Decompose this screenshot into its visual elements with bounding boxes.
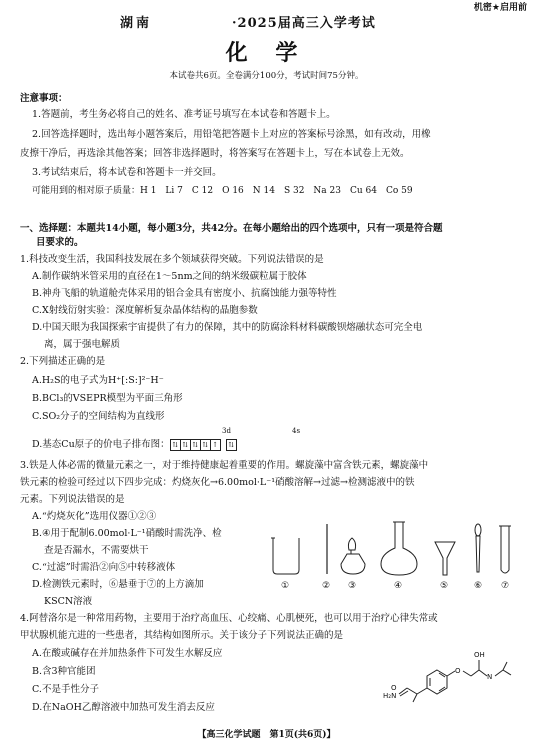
q1-option-d-cont: 离，属于强电解质	[44, 339, 121, 350]
atenolol-structure	[375, 640, 525, 715]
q4-stem: 4.阿替洛尔是一种常用药物，主要用于治疗高血压、心绞痛、心肌梗死，也可以用于治疗心律失常或	[20, 613, 438, 624]
q2-option-a: A.H₂S的电子式为H⁺[:S:]²⁻H⁻	[32, 375, 164, 386]
q2-option-b: B.BCl₃的VSEPR模型为平面三角形	[32, 393, 183, 404]
q3-option-b: B.④用于配制6.00mol·L⁻¹硝酸时需洗净、检	[32, 528, 222, 539]
orbital-label-4s: 4s	[292, 427, 301, 435]
instruction-3: 3.考试结束后，将本试卷和答题卡一并交回。	[32, 167, 222, 178]
q2-stem: 2.下列描述正确的是	[20, 356, 106, 367]
mol-carbonyl-o-label: O	[391, 684, 397, 692]
orbital-diagram-4s: ⇅	[226, 439, 236, 450]
page-footer: 【高三化学试题 第1页(共6页)】	[197, 730, 336, 740]
apparatus-label-4: ④	[394, 581, 403, 590]
apparatus-label-5: ⑤	[440, 581, 449, 590]
orbital-diagram-3d: ⇅ ⇅ ⇅ ⇅ ↑	[170, 439, 220, 450]
apparatus-label-2: ②	[322, 581, 331, 590]
apparatus-label-7: ⑦	[501, 581, 510, 590]
mol-o-label: O	[455, 667, 461, 675]
instruction-2: 2.回答选择题时，选出每小题答案后，用铅笔把答题卡上对应的答案标号涂黑，如有改动，用橡	[32, 129, 431, 140]
q3-option-d: D.检测铁元素时，⑥悬垂于⑦的上方滴加	[32, 579, 204, 590]
funnel-icon	[435, 542, 455, 575]
q2-option-d	[32, 438, 236, 451]
instructions-title: 注意事项：	[20, 93, 68, 104]
exam-title: ·2025届高三入学考试	[232, 16, 376, 31]
q3-stem-cont2: 元素。下列说法错误的是	[20, 494, 125, 505]
apparatus-label-1: ①	[281, 581, 290, 590]
q4-option-a: A.在酸或碱存在并加热条件下可发生水解反应	[32, 648, 223, 659]
orbital-label-3d: 3d	[222, 427, 231, 435]
q1-option-b: B.神舟飞船的轨道舱壳体采用的铝合金具有密度小、抗腐蚀能力强等特性	[32, 288, 337, 299]
q4-option-c: C.不是手性分子	[32, 684, 99, 695]
apparatus-label-6: ⑥	[474, 581, 483, 590]
q4-stem-cont: 甲状腺机能亢进的一些患者，其结构如图所示。关于该分子下列说法正确的是	[20, 630, 344, 641]
mol-oh-label: OH	[474, 651, 485, 659]
apparatus-label-3: ③	[348, 581, 357, 590]
q1-stem: 1.科技改变生活，我国科技发展在多个领域获得突破。下列说法错误的是	[20, 254, 324, 265]
q3-option-a: A.“灼烧灰化”选用仪器①②③	[32, 511, 157, 522]
q4-option-b: B.含3种官能团	[32, 666, 96, 677]
province: 湖南	[120, 16, 153, 31]
q3-stem: 3.铁是人体必需的微量元素之一，对于维持健康起着重要的作用。螺旋藻中富含铁元素，螺旋藻中	[20, 460, 429, 471]
instruction-1: 1.答题前，考生务必将自己的姓名、准考证号填写在本试卷和答题卡上。	[32, 109, 336, 120]
lab-apparatus-figure	[265, 520, 527, 590]
subject-title: 化 学	[225, 40, 308, 66]
q3-option-b-cont: 查是否漏水，不需要烘干	[44, 545, 149, 556]
exam-notice: 本试卷共6页。全卷满分100分，考试时间75分钟。	[169, 71, 364, 81]
mol-h2n-label: H₂N	[383, 692, 397, 700]
q2-option-c: C.SO₂分子的空间结构为直线形	[32, 411, 165, 422]
confidential-mark: 机密★启用前	[473, 3, 527, 13]
q1-option-d: D.中国天眼为我国探索宇宙提供了有力的保障，其中的防腐涂料材料碳酸钡熔融状态可完全电	[32, 322, 423, 333]
instruction-2-cont: 皮擦干净后，再选涂其他答案；回答非选择题时，将答案写在答题卡上，写在本试卷上无效。	[20, 148, 410, 159]
atomic-masses: 可能用到的相对原子质量：H 1 Li 7 C 12 O 16 N 14 S 32 Na 23 Cu 64 Co 59	[32, 186, 413, 196]
beaker-icon	[271, 538, 299, 574]
volumetric-flask-icon	[381, 522, 417, 575]
test-tube-icon	[499, 526, 511, 573]
q1-option-a: A.制作碳纳米管采用的直径在1～5nm之间的纳米级碳粒属于胶体	[32, 271, 307, 282]
dropper-icon	[475, 524, 481, 572]
q3-stem-cont: 铁元素的检验可经过以下四步完成：灼烧灰化→6.00mol·L⁻¹硝酸溶解→过滤→检测滤液中的铁	[20, 477, 415, 488]
section-title-cont: 目要求的。	[36, 237, 84, 248]
alcohol-lamp-icon	[341, 538, 365, 574]
mol-n-label: N	[487, 673, 493, 681]
section-title: 一、选择题：本题共14小题，每小题3分，共42分。在每小题给出的四个选项中，只有一项是符合题	[20, 223, 443, 234]
q3-option-c: C.“过滤”时需沿②向⑤中转移液体	[32, 562, 176, 573]
q4-option-d: D.在NaOH乙醇溶液中加热可发生消去反应	[32, 702, 215, 713]
q3-option-d-cont: KSCN溶液	[44, 596, 93, 607]
q1-option-c: C.X射线衍射实验：深度解析复杂晶体结构的晶胞参数	[32, 305, 258, 316]
q2-option-d-text: D.基态Cu原子的价电子排布图：	[32, 439, 170, 450]
